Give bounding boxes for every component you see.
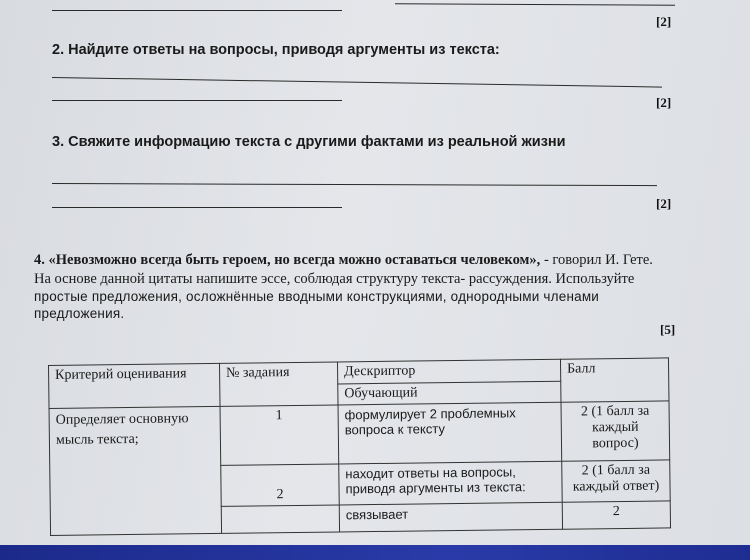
- q2-score: [2]: [656, 95, 672, 110]
- q3-score: [2]: [656, 196, 672, 211]
- criterion-cell: Определяет основную мысль текста;: [49, 406, 222, 535]
- answer-line: [395, 3, 675, 5]
- header-criterion: Критерий оценивания: [49, 363, 221, 408]
- answer-line: [52, 100, 342, 101]
- q3-title: 3. Свяжите информацию текста с другими фактами из реальной жизни: [52, 134, 566, 150]
- screen-bezel: [0, 545, 750, 560]
- q1-score: [2]: [656, 14, 672, 29]
- score-cell: 2 (1 балл за каждый вопрос): [561, 401, 670, 461]
- q4-number: 4.: [34, 252, 45, 268]
- q4-attribution: - говорил И. Гете.: [540, 252, 653, 268]
- task-cell: 1: [220, 405, 339, 465]
- q4-score: [5]: [660, 322, 676, 337]
- score-cell: 2 (1 балл за каждый ответ): [562, 460, 670, 502]
- q4-heading: [34, 252, 734, 269]
- header-descriptor: Дескриптор: [337, 359, 560, 384]
- task-cell: [221, 505, 339, 533]
- answer-line: [52, 10, 342, 11]
- answer-line: [52, 207, 342, 208]
- answer-line: [52, 77, 662, 88]
- answer-line: [52, 183, 657, 186]
- descriptor-cell: находит ответы на вопросы, приводя аргументы из текста:: [339, 461, 562, 505]
- q4-quote: «Невозможно всегда быть героем, но всегда можно оставаться человеком»,: [48, 252, 541, 268]
- q2-title: 2. Найдите ответы на вопросы, приводя аргументы из текста:: [52, 42, 500, 58]
- descriptor-cell: связывает: [339, 502, 562, 532]
- descriptor-cell: формулирует 2 проблемных вопроса к тексту: [338, 402, 562, 464]
- q4-instruction-3: предложения.: [34, 306, 125, 321]
- q4-instruction-1: На основе данной цитаты напишите эссе, соблюдая структуру текста- рассуждения. Используйте: [34, 271, 635, 287]
- rubric-table: [48, 357, 671, 536]
- q4-instruction-2: простые предложения, осложнённые вводными конструкциями, однородными членами: [34, 289, 600, 304]
- header-score: Балл: [560, 358, 669, 402]
- q4-block: [34, 252, 734, 322]
- task-cell: 2: [221, 464, 339, 506]
- header-task: № задания: [219, 362, 338, 406]
- score-cell: 2: [562, 501, 670, 529]
- table-row: [49, 401, 670, 468]
- header-descriptor-sub: Обучающий: [338, 381, 561, 405]
